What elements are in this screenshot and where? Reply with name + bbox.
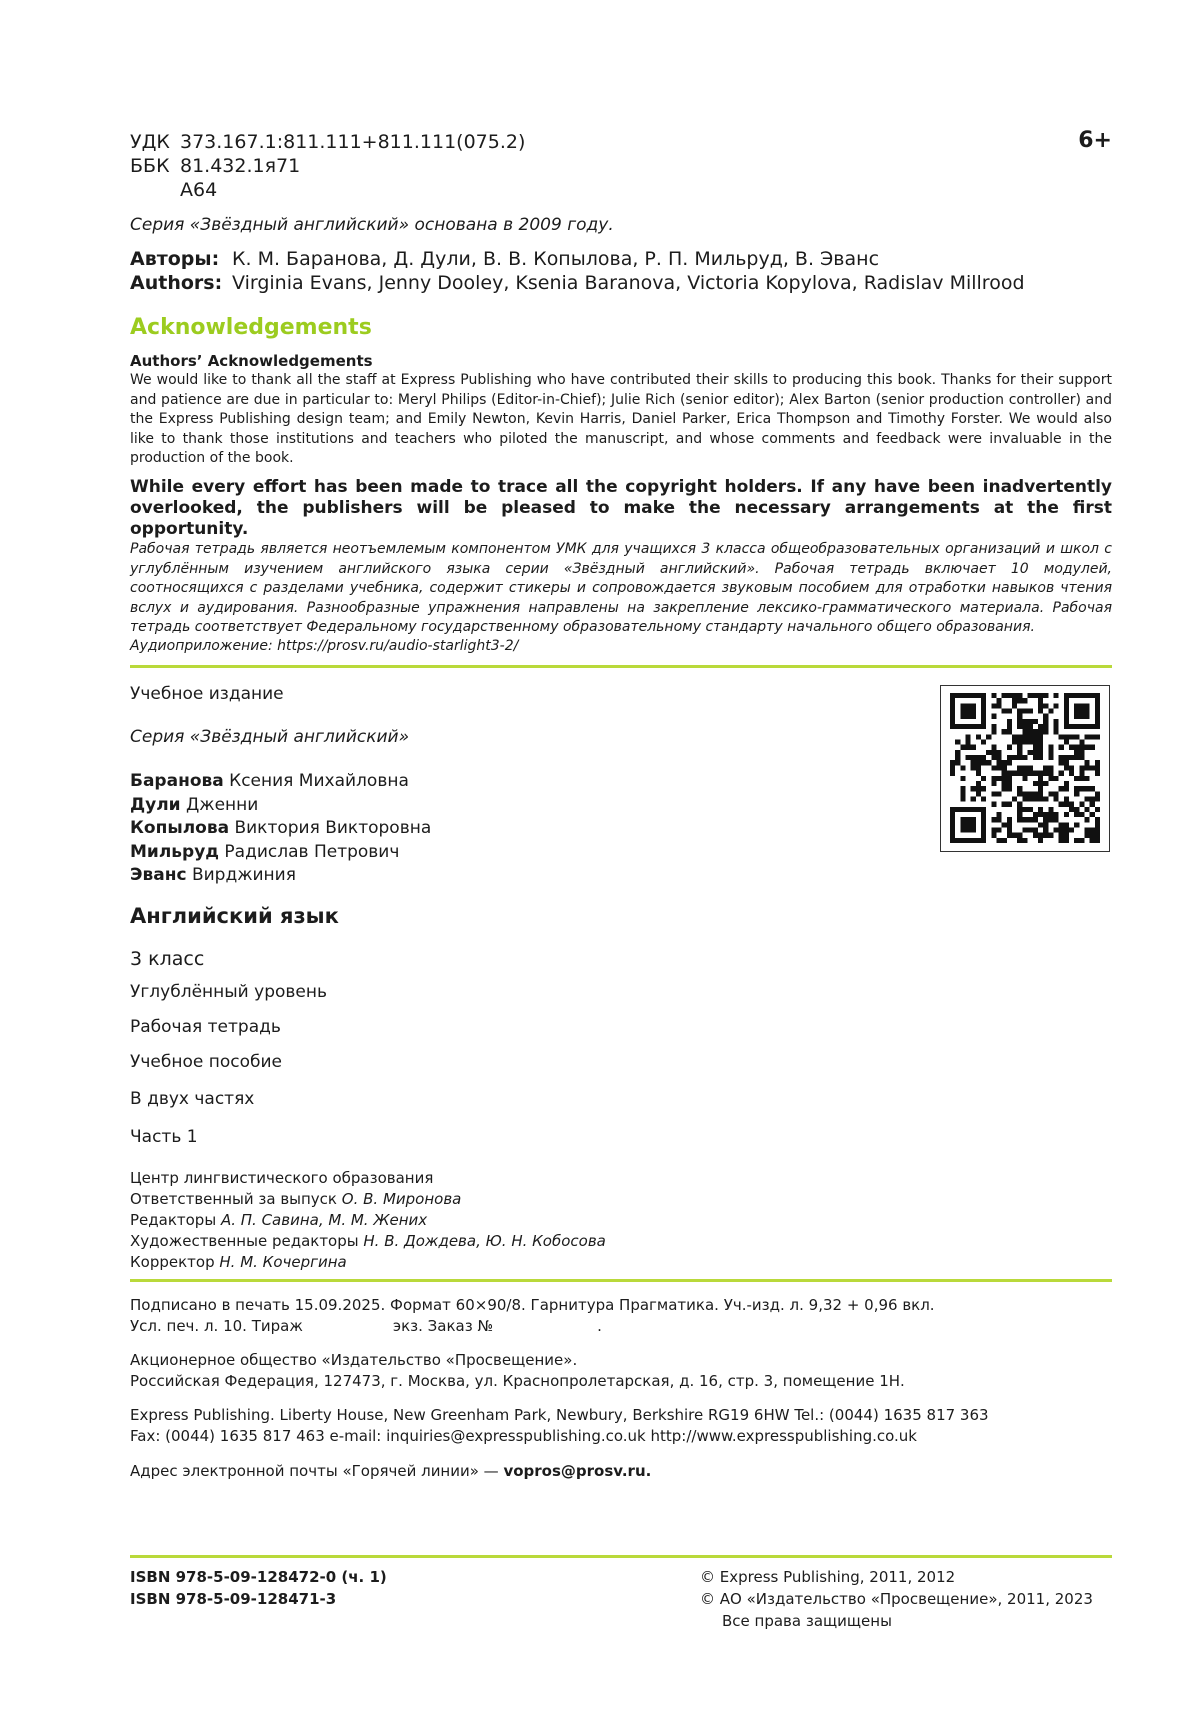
editors-label: Редакторы — [130, 1211, 217, 1229]
author-line: Мильруд Радислав Петрович — [130, 841, 400, 862]
copyright-block — [700, 1566, 1093, 1632]
author-line: Копылова Виктория Викторовна — [130, 818, 432, 838]
art-editors-label: Художественные редакторы — [130, 1232, 359, 1250]
grade: 3 класс — [130, 948, 205, 970]
divider — [130, 1279, 1112, 1282]
isbn-block — [130, 1566, 387, 1610]
rights-reserved: Все права защищены — [722, 1612, 892, 1630]
classification-block — [130, 130, 690, 202]
copyright-prosv: © АО «Издательство «Просвещение», 2011, 2023 — [700, 1590, 1093, 1608]
copies-order: экз. Заказ № — [392, 1317, 494, 1335]
author-line: Эванс Вирджиния — [130, 865, 296, 885]
editors-names: А. П. Савина, М. М. Жених — [220, 1211, 428, 1229]
signed-line: Подписано в печать 15.09.2025. Формат 60×90/8. Гарнитура Прагматика. Уч.-изд. л. 9,32 + 0,96 вкл. — [130, 1296, 935, 1314]
isbn-set: ISBN 978-5-09-128471-3 — [130, 1590, 337, 1608]
bbk-label: ББК — [130, 155, 170, 177]
level: Углублённый уровень — [130, 982, 327, 1002]
bbk-value: 81.432.1я71 — [180, 155, 301, 177]
age-rating: 6+ — [1078, 128, 1112, 153]
acknowledgements-heading: Acknowledgements — [130, 315, 372, 340]
art-editors-names: Н. В. Дождева, Ю. Н. Кобосова — [363, 1232, 606, 1250]
book-title: Английский язык — [130, 904, 339, 928]
book-type: Рабочая тетрадь — [130, 1017, 281, 1037]
copyright-express: © Express Publishing, 2011, 2012 — [700, 1568, 956, 1586]
qr-code-graphic — [950, 693, 1100, 843]
responsible-label: Ответственный за выпуск — [130, 1190, 337, 1208]
hotline-email[interactable]: vopros@prosv.ru. — [503, 1462, 652, 1480]
edition-type: Учебное издание — [130, 684, 284, 704]
hotline-label: Адрес электронной почты «Горячей линии» — — [130, 1462, 499, 1480]
proofreader-label: Корректор — [130, 1253, 215, 1271]
publisher-name: Акционерное общество «Издательство «Просвещение». — [130, 1351, 578, 1369]
book-description: Рабочая тетрадь является неотъемлемым компонентом УМК для учащихся 3 класса общеобразовательных организаций и школ с углублённым изучением английского языка серии «Звёздный английский». Рабочая тетрадь включает 10 модулей, соотносящихся с разделами учебника, содержит стикеры и сопровождается звуковым пособием для отработки навыков чтения вслух и аудирования. Разнообразные упражнения направлены на закрепление лексико-грамматического материала. Рабочая тетрадь соответствует Федеральному государственному образовательному стандарту начального общего образования. — [130, 541, 1112, 635]
express-contacts: Fax: (0044) 1635 817 463 e-mail: inquiries@expresspublishing.co.uk http://www.expresspublishing.co.uk — [130, 1427, 917, 1445]
authors-ru-names: К. М. Баранова, Д. Дули, В. В. Копылова, Р. П. Мильруд, В. Эванс — [232, 248, 880, 270]
divider — [130, 1555, 1112, 1558]
print-info: Подписано в печать 15.09.2025. Формат 60×90/8. Гарнитура Прагматика. Уч.-изд. л. 9,32 + 0,96 вкл. Усл. печ. л. 10. Тираж экз. Заказ № . — [130, 1296, 935, 1335]
proofreader-name: Н. М. Кочергина — [219, 1253, 347, 1271]
acknowledgements-body: We would like to thank all the staff at Express Publishing who have contributed their skills to producing this book. Thanks for their support and patience are due in particular to: Meryl Philips (Editor-in-Chief); Julie Rich (senior editor); Alex Barton (senior production controller) and the Express Publishing design team; and Emily Newton, Kevin Harris, Daniel Parker, Erica Thompson and Timothy Forster. We would also like to thank those institutions and teachers who piloted the manuscript, and whose comments and feedback were invaluable in the production of the book. — [130, 372, 1112, 466]
qr-code-icon[interactable] — [940, 685, 1110, 852]
manual-type: Учебное пособие — [130, 1052, 282, 1072]
responsible-name: О. В. Миронова — [341, 1190, 462, 1208]
authors-en-label: Authors: — [130, 272, 223, 294]
authors-en-names: Virginia Evans, Jenny Dooley, Ksenia Baranova, Victoria Kopylova, Radislav Millrood — [232, 272, 1025, 294]
print-sheets: Усл. печ. л. 10. Тираж — [130, 1317, 303, 1335]
divider — [130, 665, 1112, 668]
authors-block — [130, 247, 1112, 295]
edition-series: Серия «Звёздный английский» — [130, 727, 410, 747]
staff-block — [130, 1168, 606, 1273]
express-address: Express Publishing. Liberty House, New Greenham Park, Newbury, Berkshire RG19 6HW Tel.: (0044) 1635 817 363 — [130, 1406, 989, 1424]
author-line: Баранова Ксения Михайловна — [130, 771, 409, 791]
publisher-address: Российская Федерация, 127473, г. Москва, ул. Краснопролетарская, д. 16, стр. 3, помещение 1Н. — [130, 1372, 905, 1390]
series-note: Серия «Звёздный английский» основана в 2009 году. — [130, 215, 614, 235]
acknowledgements-subheading: Authors’ Acknowledgements — [130, 352, 373, 370]
hotline — [130, 1461, 651, 1481]
center-name: Центр лингвистического образования — [130, 1169, 434, 1187]
part-number: Часть 1 — [130, 1127, 198, 1147]
publisher-info — [130, 1350, 905, 1392]
authors-ru-label: Авторы: — [130, 248, 220, 270]
imprint-page — [130, 0, 1112, 1718]
author-mark: А64 — [180, 179, 218, 201]
udk-value: 373.167.1:811.111+811.111(075.2) — [180, 131, 526, 153]
copyright-note: While every effort has been made to trace all the copyright holders. If any have been inadvertently overlooked, the publishers will be pleased to make the necessary arrangements at the first opportunity. — [130, 477, 1112, 539]
edition-authors — [130, 770, 431, 888]
express-info — [130, 1405, 989, 1447]
parts-count: В двух частях — [130, 1089, 255, 1109]
audio-link[interactable]: Аудиоприложение: https://prosv.ru/audio-starlight3-2/ — [130, 638, 519, 654]
isbn-part: ISBN 978-5-09-128472-0 (ч. 1) — [130, 1568, 387, 1586]
author-line: Дули Дженни — [130, 794, 259, 815]
udk-label: УДК — [130, 131, 170, 153]
